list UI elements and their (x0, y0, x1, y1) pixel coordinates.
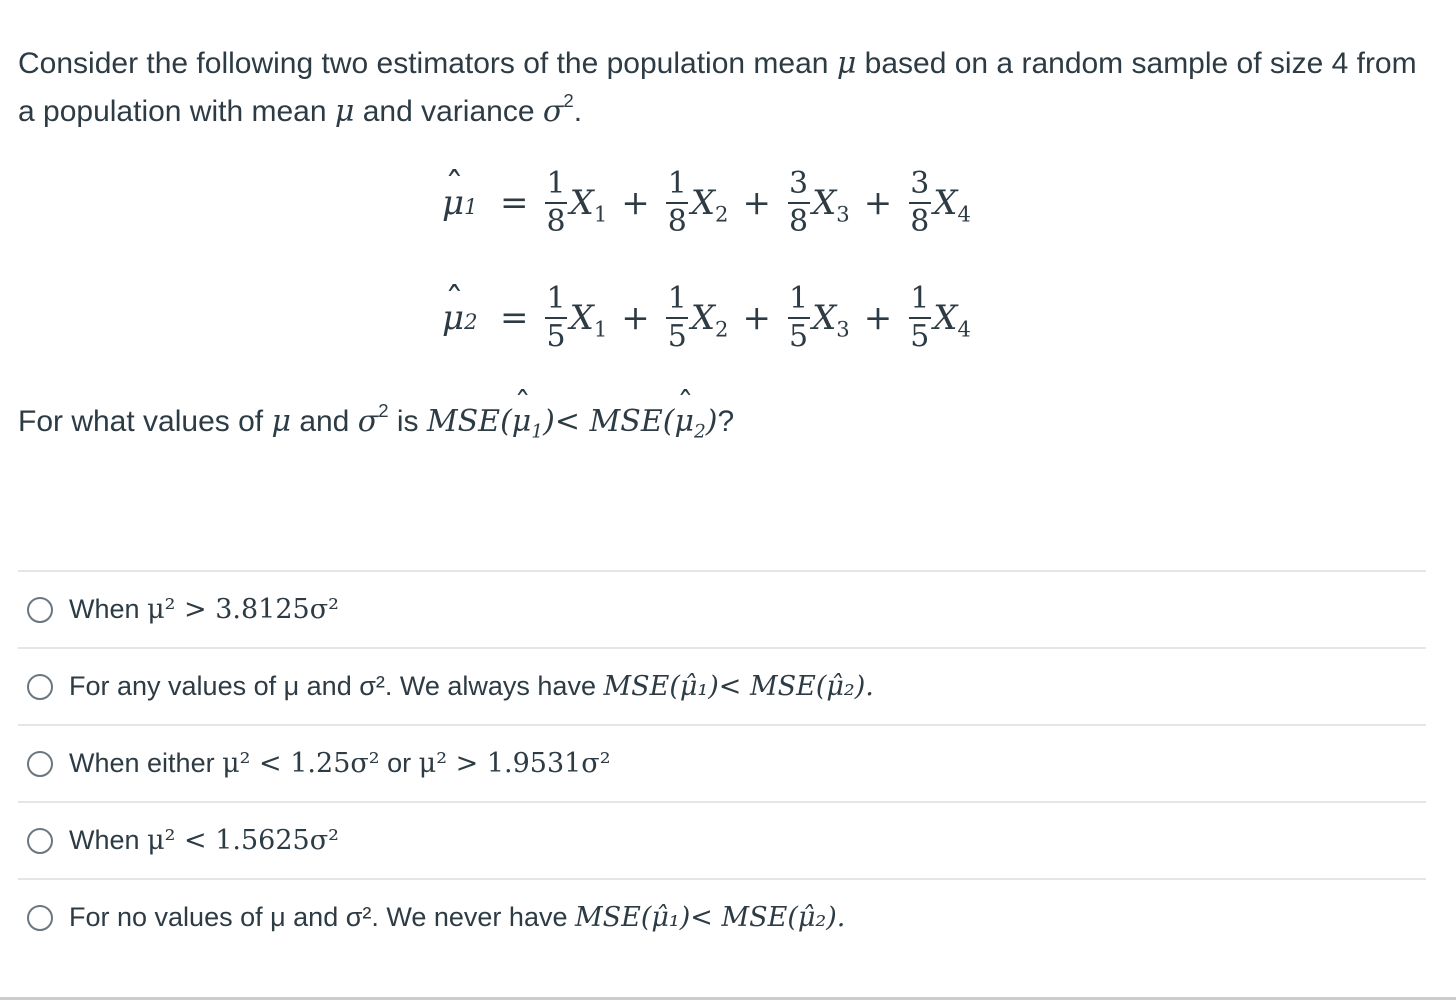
mu-symbol: μ (836, 46, 857, 81)
sigma-symbol: σ (357, 404, 379, 439)
radio-button[interactable] (27, 751, 53, 777)
mse-comparison: MSE(ˆ $\mu_1)<$ MSE(ˆ $\mu_2$) (427, 404, 718, 439)
intro-part3: and variance (362, 95, 535, 128)
answer-option-2[interactable] (18, 649, 1426, 726)
answer-label: When either (69, 748, 215, 778)
equals-sign: = (500, 298, 529, 338)
answer-math: μ² > 3.8125σ² (147, 594, 339, 625)
equation-term: $\frac{3}{8}$ $X_3$ (788, 166, 850, 239)
answer-label: When (69, 825, 140, 855)
answer-option-5[interactable] (18, 880, 1426, 955)
answer-math-2: μ² > 1.9531σ² (418, 748, 611, 779)
answer-option-4[interactable] (18, 803, 1426, 880)
answer-math: μ² < 1.25σ² (222, 748, 380, 779)
plus-sign: + (863, 183, 893, 223)
plus-sign: + (621, 183, 650, 223)
followup-question (18, 398, 734, 446)
estimator-2-equation (442, 283, 971, 353)
radio-button[interactable] (27, 828, 53, 854)
answer-label: For no values of μ and σ². We never have (69, 902, 568, 932)
intro-part2: based on a random sample of size 4 from a population with mean (18, 47, 1417, 128)
squared-exponent: 2 (378, 400, 389, 422)
radio-button[interactable] (27, 597, 53, 623)
equation-term: $\frac{1}{5}$ $X_3$ (788, 281, 850, 354)
answer-middle: or (387, 748, 412, 778)
answer-math: MSE(μ̂₁)< MSE(μ̂₂). (575, 902, 846, 933)
plus-sign: + (621, 298, 650, 338)
answer-math: MSE(μ̂₁)< MSE(μ̂₂). (603, 671, 874, 702)
equation-term: $\frac{1}{5}$ $X_1$ (546, 281, 608, 354)
squared-exponent: 2 (563, 90, 574, 112)
plus-sign: + (742, 183, 771, 223)
answer-label: When (69, 594, 140, 624)
equals-sign: = (500, 183, 529, 223)
radio-button[interactable] (27, 674, 53, 700)
equation-term: $\frac{1}{8}$ $X_1$ (546, 166, 608, 239)
estimator-1-symbol: ˆ μ 1 (442, 183, 496, 223)
estimator-1-equation (442, 168, 971, 238)
plus-sign: + (742, 298, 771, 338)
estimator-2-symbol: ˆ μ 2 (442, 298, 496, 338)
question-text (18, 40, 1438, 136)
answer-math: μ² < 1.5625σ² (147, 825, 339, 856)
plus-sign: + (863, 298, 893, 338)
followup-prefix: For what values of (18, 405, 264, 438)
answer-list (18, 570, 1426, 955)
radio-button[interactable] (27, 905, 53, 931)
mu-symbol: μ (334, 94, 355, 129)
period: . (573, 95, 583, 128)
question-mark: ? (717, 405, 735, 438)
equation-term: $\frac{3}{8}$ $X_4$ (910, 166, 971, 239)
equation-term: $\frac{1}{5}$ $X_2$ (667, 281, 729, 354)
answer-option-3[interactable] (18, 726, 1426, 803)
equation-term: $\frac{1}{5}$ $X_4$ (910, 281, 971, 354)
answer-option-1[interactable] (18, 572, 1426, 649)
answer-label: For any values of μ and σ². We always have (69, 671, 596, 701)
equation-term: $\frac{1}{8}$ $X_2$ (667, 166, 729, 239)
intro-part1: Consider the following two estimators of the population mean (18, 47, 829, 80)
mu-symbol: μ (271, 404, 291, 439)
followup-and: and (299, 405, 350, 438)
sigma-symbol: σ (542, 94, 564, 129)
followup-is: is (396, 405, 419, 438)
bottom-divider (0, 997, 1456, 1000)
